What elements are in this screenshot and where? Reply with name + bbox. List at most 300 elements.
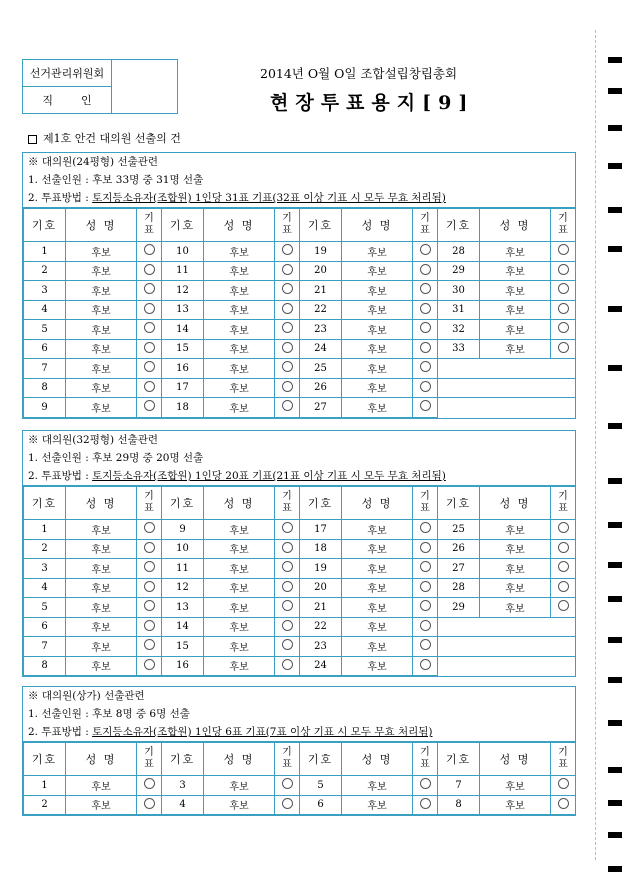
vote-cell[interactable] (413, 520, 438, 540)
candidate-number: 4 (24, 578, 66, 598)
candidate-number: 21 (300, 598, 342, 618)
vote-circle-icon[interactable] (144, 342, 155, 353)
col-header-vote: 기 표 (275, 209, 300, 242)
candidate-number: 2 (24, 539, 66, 559)
candidate-name: 후보 (204, 398, 275, 418)
candidate-number: 9 (24, 398, 66, 418)
col-header-vote: 기 표 (137, 209, 162, 242)
candidate-name: 후보 (66, 242, 137, 262)
candidate-name: 후보 (480, 261, 551, 281)
col-header-name: 성 명 (342, 209, 413, 242)
candidate-number: 22 (300, 617, 342, 637)
vote-cell[interactable] (137, 242, 162, 262)
vote-circle-icon[interactable] (420, 400, 431, 411)
vote-circle-icon[interactable] (144, 639, 155, 650)
vote-cell[interactable] (275, 795, 300, 815)
candidate-number: 2 (24, 795, 66, 815)
vote-circle-icon[interactable] (282, 798, 293, 809)
candidate-name: 후보 (66, 261, 137, 281)
candidate-number: 20 (300, 578, 342, 598)
vote-cell[interactable] (413, 339, 438, 359)
vote-circle-icon[interactable] (420, 778, 431, 789)
vote-circle-icon[interactable] (144, 581, 155, 592)
vote-circle-icon[interactable] (144, 522, 155, 533)
vote-circle-icon[interactable] (558, 561, 569, 572)
vote-cell[interactable] (551, 795, 576, 815)
candidate-name: 후보 (66, 539, 137, 559)
col-header-number: 기호 (24, 743, 66, 776)
col-header-number: 기호 (438, 209, 480, 242)
vote-cell[interactable] (137, 539, 162, 559)
vote-cell[interactable] (275, 242, 300, 262)
vote-cell[interactable] (275, 520, 300, 540)
vote-circle-icon[interactable] (282, 400, 293, 411)
table-row (24, 617, 576, 637)
vote-circle-icon[interactable] (282, 283, 293, 294)
vote-circle-icon[interactable] (420, 581, 431, 592)
vote-cell[interactable] (137, 520, 162, 540)
table-row (24, 320, 576, 340)
vote-cell[interactable] (137, 339, 162, 359)
agenda-heading (28, 130, 181, 146)
vote-circle-icon[interactable] (282, 522, 293, 533)
vote-cell[interactable] (137, 261, 162, 281)
section-method (28, 467, 575, 485)
vote-cell[interactable] (137, 776, 162, 796)
vote-circle-icon[interactable] (558, 778, 569, 789)
method-label: 2. 투표방법 : (28, 726, 93, 738)
candidate-name: 후보 (204, 795, 275, 815)
candidate-name: 후보 (342, 656, 413, 676)
vote-cell[interactable] (413, 242, 438, 262)
vote-circle-icon[interactable] (420, 542, 431, 553)
vote-circle-icon[interactable] (282, 342, 293, 353)
vote-circle-icon[interactable] (144, 542, 155, 553)
vote-cell[interactable] (551, 520, 576, 540)
vote-cell[interactable] (413, 398, 438, 418)
registration-mark (608, 57, 622, 63)
table-row (24, 242, 576, 262)
candidate-number: 2 (24, 261, 66, 281)
registration-mark (608, 596, 622, 602)
vote-circle-icon[interactable] (144, 600, 155, 611)
method-rule: 토지등소유자(조합원) 1인당 20표 기표(21표 이상 기표 시 모두 무효 처리됨) (92, 470, 446, 482)
vote-cell[interactable] (413, 281, 438, 301)
candidate-name: 후보 (342, 320, 413, 340)
col-header-name: 성 명 (480, 209, 551, 242)
vote-circle-icon[interactable] (144, 798, 155, 809)
candidate-number: 12 (162, 281, 204, 301)
vote-circle-icon[interactable] (420, 659, 431, 670)
vote-cell[interactable] (551, 339, 576, 359)
candidate-number: 18 (162, 398, 204, 418)
vote-cell[interactable] (413, 617, 438, 637)
vote-cell[interactable] (137, 398, 162, 418)
candidate-name: 후보 (204, 539, 275, 559)
candidate-name: 후보 (342, 617, 413, 637)
vote-cell[interactable] (137, 617, 162, 637)
vote-circle-icon[interactable] (282, 620, 293, 631)
vote-circle-icon[interactable] (144, 561, 155, 572)
vote-circle-icon[interactable] (420, 244, 431, 255)
candidate-name: 후보 (204, 339, 275, 359)
candidate-number: 12 (162, 578, 204, 598)
registration-mark (608, 522, 622, 528)
candidate-name: 후보 (204, 378, 275, 398)
candidate-number: 14 (162, 617, 204, 637)
vote-cell[interactable] (551, 598, 576, 618)
vote-cell[interactable] (275, 398, 300, 418)
candidate-name: 후보 (342, 776, 413, 796)
candidate-number: 15 (162, 339, 204, 359)
candidate-number: 1 (24, 776, 66, 796)
vote-cell[interactable] (413, 359, 438, 379)
candidate-name: 후보 (66, 339, 137, 359)
candidate-name: 후보 (342, 539, 413, 559)
vote-cell[interactable] (137, 795, 162, 815)
agenda-label: 제1호 안건 대의원 선출의 건 (43, 132, 181, 145)
vote-cell[interactable] (275, 359, 300, 379)
candidate-name: 후보 (480, 320, 551, 340)
vote-cell[interactable] (413, 261, 438, 281)
candidate-table (23, 208, 576, 418)
table-row (24, 795, 576, 815)
candidate-name: 후보 (342, 398, 413, 418)
table-row (24, 398, 576, 418)
vote-circle-icon[interactable] (282, 600, 293, 611)
candidate-name: 후보 (204, 598, 275, 618)
candidate-number: 19 (300, 559, 342, 579)
election-committee-stamp-box (22, 59, 178, 114)
candidate-number: 11 (162, 559, 204, 579)
candidate-name: 후보 (204, 359, 275, 379)
vote-circle-icon[interactable] (144, 303, 155, 314)
empty-cell (438, 656, 576, 676)
candidate-number: 19 (300, 242, 342, 262)
vote-circle-icon[interactable] (144, 244, 155, 255)
candidate-name: 후보 (66, 795, 137, 815)
stamp-area (112, 60, 177, 113)
vote-circle-icon[interactable] (282, 581, 293, 592)
vote-circle-icon[interactable] (144, 659, 155, 670)
vote-cell[interactable] (551, 300, 576, 320)
vote-circle-icon[interactable] (558, 322, 569, 333)
candidate-number: 8 (24, 656, 66, 676)
vote-cell[interactable] (275, 339, 300, 359)
vote-cell[interactable] (413, 539, 438, 559)
vote-circle-icon[interactable] (558, 600, 569, 611)
vote-cell[interactable] (413, 300, 438, 320)
candidate-number: 16 (162, 656, 204, 676)
vote-circle-icon[interactable] (144, 381, 155, 392)
vote-circle-icon[interactable] (420, 283, 431, 294)
vote-cell[interactable] (137, 578, 162, 598)
candidate-number: 6 (300, 795, 342, 815)
table-row (24, 520, 576, 540)
candidate-name: 후보 (204, 281, 275, 301)
vote-cell[interactable] (275, 656, 300, 676)
vote-circle-icon[interactable] (420, 381, 431, 392)
vote-cell[interactable] (275, 617, 300, 637)
candidate-name: 후보 (66, 559, 137, 579)
vote-cell[interactable] (413, 559, 438, 579)
candidate-number: 21 (300, 281, 342, 301)
vote-cell[interactable] (551, 578, 576, 598)
vote-circle-icon[interactable] (558, 244, 569, 255)
candidate-number: 3 (162, 776, 204, 796)
col-header-vote: 기 표 (551, 487, 576, 520)
col-header-number: 기호 (24, 209, 66, 242)
vote-circle-icon[interactable] (282, 264, 293, 275)
table-row (24, 261, 576, 281)
section-title: ※ 대의원(상가) 선출관련 (28, 690, 145, 702)
vote-cell[interactable] (413, 776, 438, 796)
candidate-name: 후보 (342, 261, 413, 281)
vote-cell[interactable] (413, 578, 438, 598)
candidate-name: 후보 (480, 339, 551, 359)
vote-circle-icon[interactable] (420, 620, 431, 631)
vote-cell[interactable] (413, 598, 438, 618)
candidate-name: 후보 (342, 795, 413, 815)
vote-cell[interactable] (551, 242, 576, 262)
vote-circle-icon[interactable] (282, 322, 293, 333)
candidate-name: 후보 (66, 320, 137, 340)
vote-cell[interactable] (275, 559, 300, 579)
vote-cell[interactable] (275, 320, 300, 340)
vote-cell[interactable] (275, 776, 300, 796)
vote-cell[interactable] (275, 281, 300, 301)
col-header-vote: 기 표 (413, 487, 438, 520)
ballot-section-32 (22, 430, 576, 677)
vote-circle-icon[interactable] (420, 639, 431, 650)
candidate-name: 후보 (480, 242, 551, 262)
candidate-name: 후보 (204, 320, 275, 340)
table-row (24, 637, 576, 657)
candidate-number: 33 (438, 339, 480, 359)
vote-cell[interactable] (275, 578, 300, 598)
registration-mark (608, 88, 622, 94)
candidate-name: 후보 (66, 617, 137, 637)
vote-circle-icon[interactable] (282, 778, 293, 789)
candidate-number: 17 (162, 378, 204, 398)
candidate-name: 후보 (204, 617, 275, 637)
col-header-name: 성 명 (480, 487, 551, 520)
candidate-number: 4 (162, 795, 204, 815)
candidate-name: 후보 (204, 261, 275, 281)
col-header-vote: 기 표 (137, 487, 162, 520)
vote-circle-icon[interactable] (558, 522, 569, 533)
vote-circle-icon[interactable] (420, 322, 431, 333)
section-quota: 1. 선출인원 : 후보 8명 중 6명 선출 (28, 708, 190, 720)
vote-cell[interactable] (137, 637, 162, 657)
vote-cell[interactable] (275, 637, 300, 657)
registration-mark (608, 637, 622, 643)
vote-circle-icon[interactable] (420, 264, 431, 275)
candidate-name: 후보 (204, 242, 275, 262)
candidate-number: 10 (162, 242, 204, 262)
candidate-number: 25 (300, 359, 342, 379)
candidate-number: 4 (24, 300, 66, 320)
candidate-name: 후보 (66, 398, 137, 418)
vote-circle-icon[interactable] (558, 264, 569, 275)
table-row (24, 378, 576, 398)
table-row (24, 656, 576, 676)
vote-circle-icon[interactable] (558, 581, 569, 592)
candidate-number: 29 (438, 261, 480, 281)
vote-circle-icon[interactable] (420, 361, 431, 372)
vote-circle-icon[interactable] (420, 561, 431, 572)
candidate-name: 후보 (66, 656, 137, 676)
vote-circle-icon[interactable] (282, 381, 293, 392)
registration-mark (608, 832, 622, 838)
candidate-name: 후보 (342, 637, 413, 657)
vote-cell[interactable] (275, 598, 300, 618)
vote-circle-icon[interactable] (558, 798, 569, 809)
candidate-name: 후보 (342, 300, 413, 320)
vote-cell[interactable] (413, 795, 438, 815)
candidate-name: 후보 (66, 578, 137, 598)
vote-cell[interactable] (275, 539, 300, 559)
candidate-number: 23 (300, 320, 342, 340)
candidate-number: 32 (438, 320, 480, 340)
vote-cell[interactable] (413, 320, 438, 340)
candidate-name: 후보 (204, 520, 275, 540)
candidate-name: 후보 (204, 578, 275, 598)
vote-cell[interactable] (137, 656, 162, 676)
empty-cell (438, 617, 576, 637)
vote-circle-icon[interactable] (282, 639, 293, 650)
vote-cell[interactable] (137, 598, 162, 618)
candidate-number: 30 (438, 281, 480, 301)
vote-circle-icon[interactable] (144, 322, 155, 333)
candidate-name: 후보 (66, 300, 137, 320)
candidate-name: 후보 (66, 520, 137, 540)
table-row (24, 281, 576, 301)
vote-cell[interactable] (551, 559, 576, 579)
candidate-number: 18 (300, 539, 342, 559)
vote-cell[interactable] (551, 281, 576, 301)
section-quota: 1. 선출인원 : 후보 33명 중 31명 선출 (28, 174, 204, 186)
candidate-name: 후보 (342, 242, 413, 262)
vote-circle-icon[interactable] (420, 798, 431, 809)
vote-circle-icon[interactable] (558, 283, 569, 294)
empty-cell (438, 398, 576, 418)
vote-cell[interactable] (137, 359, 162, 379)
candidate-number: 26 (438, 539, 480, 559)
vote-circle-icon[interactable] (558, 342, 569, 353)
col-header-vote: 기 표 (413, 743, 438, 776)
vote-circle-icon[interactable] (558, 542, 569, 553)
candidate-number: 15 (162, 637, 204, 657)
vote-circle-icon[interactable] (282, 542, 293, 553)
table-row (24, 359, 576, 379)
vote-circle-icon[interactable] (144, 264, 155, 275)
stamp-label-seal: 직 인 (42, 94, 92, 107)
vote-cell[interactable] (413, 656, 438, 676)
candidate-name: 후보 (204, 300, 275, 320)
vote-circle-icon[interactable] (282, 303, 293, 314)
vote-cell[interactable] (137, 378, 162, 398)
table-row (24, 539, 576, 559)
vote-circle-icon[interactable] (420, 303, 431, 314)
candidate-name: 후보 (342, 598, 413, 618)
vote-cell[interactable] (275, 300, 300, 320)
registration-mark (608, 163, 622, 169)
candidate-name: 후보 (342, 339, 413, 359)
registration-mark (608, 423, 622, 429)
col-header-number: 기호 (438, 743, 480, 776)
section-quota: 1. 선출인원 : 후보 29명 중 20명 선출 (28, 452, 204, 464)
col-header-vote: 기 표 (275, 743, 300, 776)
vote-circle-icon[interactable] (144, 620, 155, 631)
candidate-name: 후보 (66, 637, 137, 657)
vote-circle-icon[interactable] (144, 283, 155, 294)
candidate-number: 29 (438, 598, 480, 618)
vote-cell[interactable] (275, 261, 300, 281)
registration-mark (608, 720, 622, 726)
candidate-number: 3 (24, 559, 66, 579)
vote-circle-icon[interactable] (144, 361, 155, 372)
candidate-number: 31 (438, 300, 480, 320)
candidate-number: 10 (162, 539, 204, 559)
meeting-subtitle: 2014년 O월 O일 조합설립창립총회 (260, 66, 458, 81)
table-row (24, 339, 576, 359)
candidate-name: 후보 (342, 520, 413, 540)
section-title: ※ 대의원(24평형) 선출관련 (28, 156, 159, 168)
vote-cell[interactable] (137, 559, 162, 579)
vote-circle-icon[interactable] (420, 522, 431, 533)
method-label: 2. 투표방법 : (28, 192, 93, 204)
empty-cell (438, 359, 576, 379)
vote-circle-icon[interactable] (420, 342, 431, 353)
vote-cell[interactable] (137, 320, 162, 340)
vote-circle-icon[interactable] (558, 303, 569, 314)
vote-cell[interactable] (413, 378, 438, 398)
vote-circle-icon[interactable] (282, 361, 293, 372)
section-header (23, 431, 575, 486)
vote-cell[interactable] (551, 776, 576, 796)
col-header-name: 성 명 (66, 209, 137, 242)
method-rule: 토지등소유자(조합원) 1인당 31표 기표(32표 이상 기표 시 모두 무효 처리됨) (92, 192, 446, 204)
vote-cell[interactable] (551, 320, 576, 340)
vote-circle-icon[interactable] (282, 244, 293, 255)
col-header-name: 성 명 (66, 487, 137, 520)
vote-cell[interactable] (137, 281, 162, 301)
candidate-number: 24 (300, 656, 342, 676)
candidate-number: 17 (300, 520, 342, 540)
table-header-row (24, 209, 576, 242)
col-header-name: 성 명 (342, 743, 413, 776)
candidate-number: 28 (438, 578, 480, 598)
vote-circle-icon[interactable] (420, 600, 431, 611)
candidate-name: 후보 (204, 776, 275, 796)
table-row (24, 300, 576, 320)
vote-cell[interactable] (551, 539, 576, 559)
vote-circle-icon[interactable] (144, 400, 155, 411)
vote-cell[interactable] (275, 378, 300, 398)
col-header-vote: 기 표 (551, 209, 576, 242)
vote-cell[interactable] (551, 261, 576, 281)
table-header-row (24, 743, 576, 776)
candidate-name: 후보 (342, 281, 413, 301)
vote-circle-icon[interactable] (282, 561, 293, 572)
vote-circle-icon[interactable] (282, 659, 293, 670)
col-header-number: 기호 (438, 487, 480, 520)
registration-mark (608, 207, 622, 213)
vote-cell[interactable] (137, 300, 162, 320)
vote-circle-icon[interactable] (144, 778, 155, 789)
vote-cell[interactable] (413, 637, 438, 657)
